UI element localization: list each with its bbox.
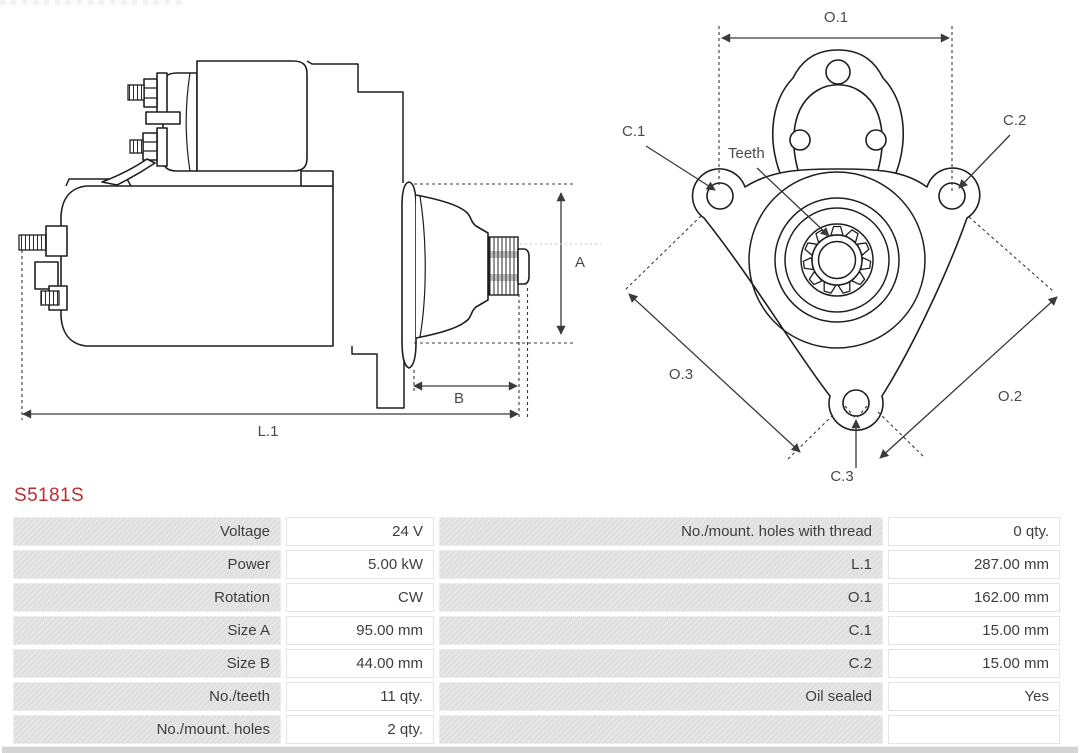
spec-value: 95.00 mm <box>286 616 434 645</box>
dim-label-c2: C.2 <box>1003 112 1027 129</box>
mount-hole-c3 <box>843 390 869 416</box>
front-view-drawing <box>622 9 1057 484</box>
rear-stud <box>19 235 46 250</box>
spec-label: Size A <box>13 616 281 645</box>
spec-value: 15.00 mm <box>888 616 1060 645</box>
spec-table <box>8 513 1065 748</box>
rear-stud-lower <box>41 291 59 305</box>
spec-label: Power <box>13 550 281 579</box>
dim-label-o1: O.1 <box>823 9 849 26</box>
solenoid <box>102 61 307 185</box>
arch-top-hole <box>826 60 850 84</box>
terminal-stud-upper <box>128 85 144 100</box>
spec-label: O.1 <box>439 583 883 612</box>
spec-value: 5.00 kW <box>286 550 434 579</box>
spec-label: Voltage <box>13 517 281 546</box>
dim-label-teeth: Teeth <box>728 145 765 162</box>
spec-value: CW <box>286 583 434 612</box>
spec-value: 287.00 mm <box>888 550 1060 579</box>
spec-label: C.2 <box>439 649 883 678</box>
spec-label: C.1 <box>439 616 883 645</box>
spec-label <box>439 715 883 744</box>
spec-table-body <box>13 517 1060 744</box>
rear-bracket <box>46 226 67 256</box>
spec-label: No./mount. holes <box>13 715 281 744</box>
spec-label: L.1 <box>439 550 883 579</box>
spec-row <box>13 550 1060 579</box>
spec-label: Rotation <box>13 583 281 612</box>
spec-value <box>888 715 1060 744</box>
spec-value: 44.00 mm <box>286 649 434 678</box>
side-view-drawing <box>19 61 601 440</box>
spec-value: 162.00 mm <box>888 583 1060 612</box>
arch-left-hole <box>790 130 810 150</box>
dim-label-c1: C.1 <box>622 123 646 140</box>
spec-label: Oil sealed <box>439 682 883 711</box>
spec-row <box>13 517 1060 546</box>
dim-label-b: B <box>453 390 465 407</box>
spec-row <box>13 583 1060 612</box>
product-code: S5181S <box>14 485 85 506</box>
spec-value: 15.00 mm <box>888 649 1060 678</box>
spec-row <box>13 649 1060 678</box>
drive-end-housing <box>416 195 488 338</box>
pinion-gear <box>489 237 529 295</box>
spec-value: 11 qty. <box>286 682 434 711</box>
spec-row <box>13 682 1060 711</box>
spec-label: No./mount. holes with thread <box>439 517 883 546</box>
dim-label-a: A <box>575 254 586 271</box>
spec-value: 2 qty. <box>286 715 434 744</box>
motor-body <box>61 186 333 346</box>
terminal-stud-lower <box>130 140 143 153</box>
spec-value: Yes <box>888 682 1060 711</box>
spec-row <box>13 616 1060 645</box>
dim-label-l1: L.1 <box>257 423 279 440</box>
bottom-divider-bar <box>2 746 1078 753</box>
spec-value: 24 V <box>286 517 434 546</box>
spec-label: Size B <box>13 649 281 678</box>
mount-hole-c2 <box>939 183 965 209</box>
spec-label: No./teeth <box>13 682 281 711</box>
spec-row <box>13 715 1060 744</box>
arch-right-hole <box>866 130 886 150</box>
mounting-flange-edge <box>402 182 416 368</box>
dim-label-c3: C.3 <box>830 468 854 484</box>
dim-label-o3: O.3 <box>668 366 694 383</box>
dim-label-o2: O.2 <box>997 388 1023 405</box>
spec-value: 0 qty. <box>888 517 1060 546</box>
